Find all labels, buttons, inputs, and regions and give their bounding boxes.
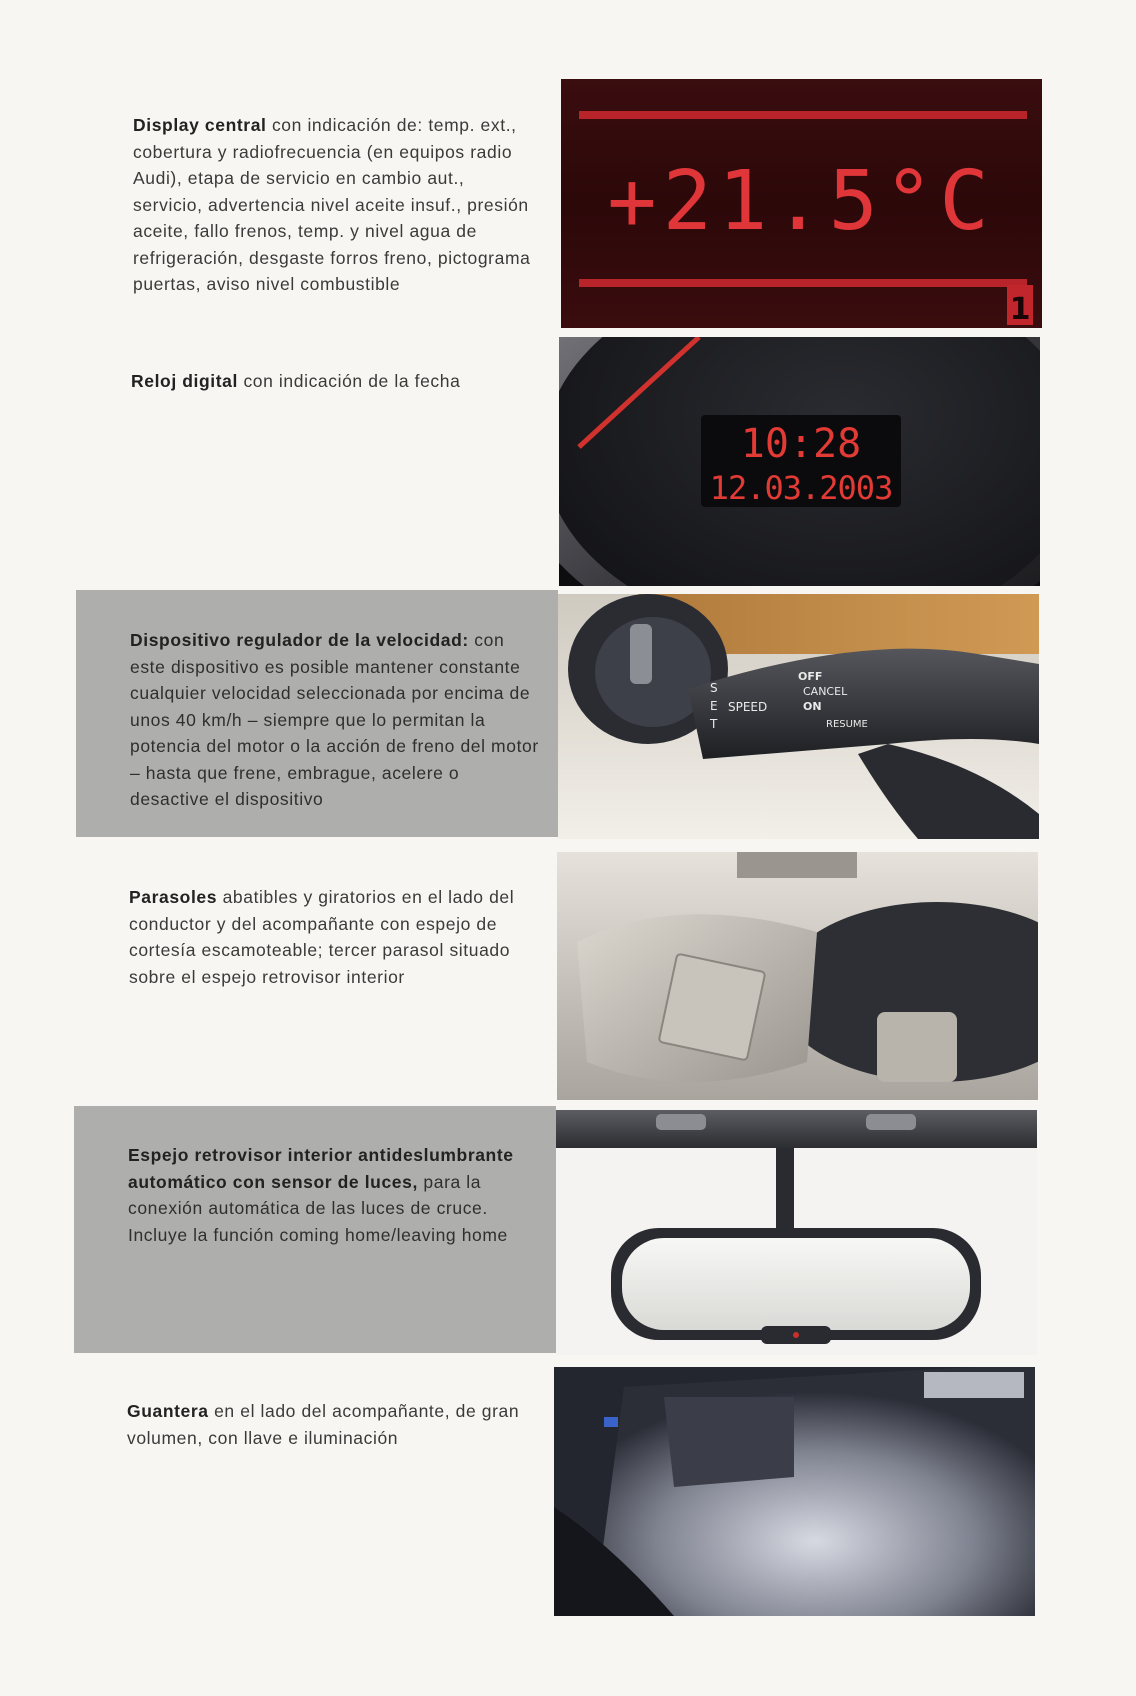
display-central-title: Display central (133, 115, 267, 135)
off-label: OFF (798, 670, 823, 683)
cruise-control-title: Dispositivo regulador de la velocidad: (130, 630, 469, 650)
reloj-digital-title: Reloj digital (131, 371, 238, 391)
resume-label: RESUME (826, 719, 868, 730)
display-central-text: con indicación de: temp. ext., cobertura y radiofrecuencia (en equipos radio Audi), etapa de servicio en cambio aut., servicio, advertencia nivel aceite insuf., presión aceite, fallo frenos, temp. y nivel agua de refrigeración, desgaste forros freno, pictograma puertas, aviso nivel combustible (133, 115, 531, 294)
reloj-digital-text: con indicación de la fecha (237, 371, 461, 391)
parasoles-text: abatibles y giratorios en el lado del conductor y del acompañante con espejo de cortesía escamoteable; tercer parasol situado sobre el espejo retrovisor interior (129, 887, 515, 987)
cruise-control-text: con este dispositivo es posible mantener constante cualquier velocidad seleccionada por encima de unos 40 km/h – siempre que lo permitan la potencia del motor o la acción de freno del motor – hasta que frene, embrague, acelere o desactive el dispositivo (130, 630, 539, 809)
clock-date: 12.03.2003 (709, 469, 893, 507)
display-central-description (133, 112, 533, 298)
rearview-mirror-text: para la conexión automática de las luces de cruce. Incluye la función coming home/leaving home (128, 1171, 508, 1245)
parasoles-photo (557, 852, 1038, 1100)
rearview-mirror-photo (556, 1110, 1037, 1355)
set-letter-e: E (710, 699, 718, 713)
set-letter-t: T (710, 717, 718, 731)
reloj-digital-description (131, 368, 531, 395)
rearview-mirror-title: Espejo retrovisor interior antideslumbrante automático con sensor de luces, (128, 1145, 514, 1192)
speed-label: SPEED (728, 700, 768, 714)
guantera-text: en el lado del acompañante, de gran volumen, con llave e iluminación (127, 1401, 520, 1448)
cruise-control-description (130, 627, 540, 813)
gear-indicator: 1 (1009, 292, 1031, 327)
outside-temperature-readout: +21.5°C (607, 154, 995, 249)
display-central-photo (561, 79, 1042, 328)
reloj-digital-photo (559, 337, 1040, 586)
guantera-description (127, 1398, 527, 1451)
clock-time: 10:28 (740, 421, 862, 467)
on-label: ON (803, 700, 822, 713)
cancel-label: CANCEL (803, 685, 848, 698)
cruise-control-photo (558, 594, 1039, 839)
guantera-photo (554, 1367, 1035, 1616)
rearview-mirror-description (128, 1142, 523, 1248)
guantera-title: Guantera (127, 1401, 209, 1421)
parasoles-description (129, 884, 539, 990)
set-letter-s: S (710, 681, 718, 695)
parasoles-title: Parasoles (129, 887, 218, 907)
